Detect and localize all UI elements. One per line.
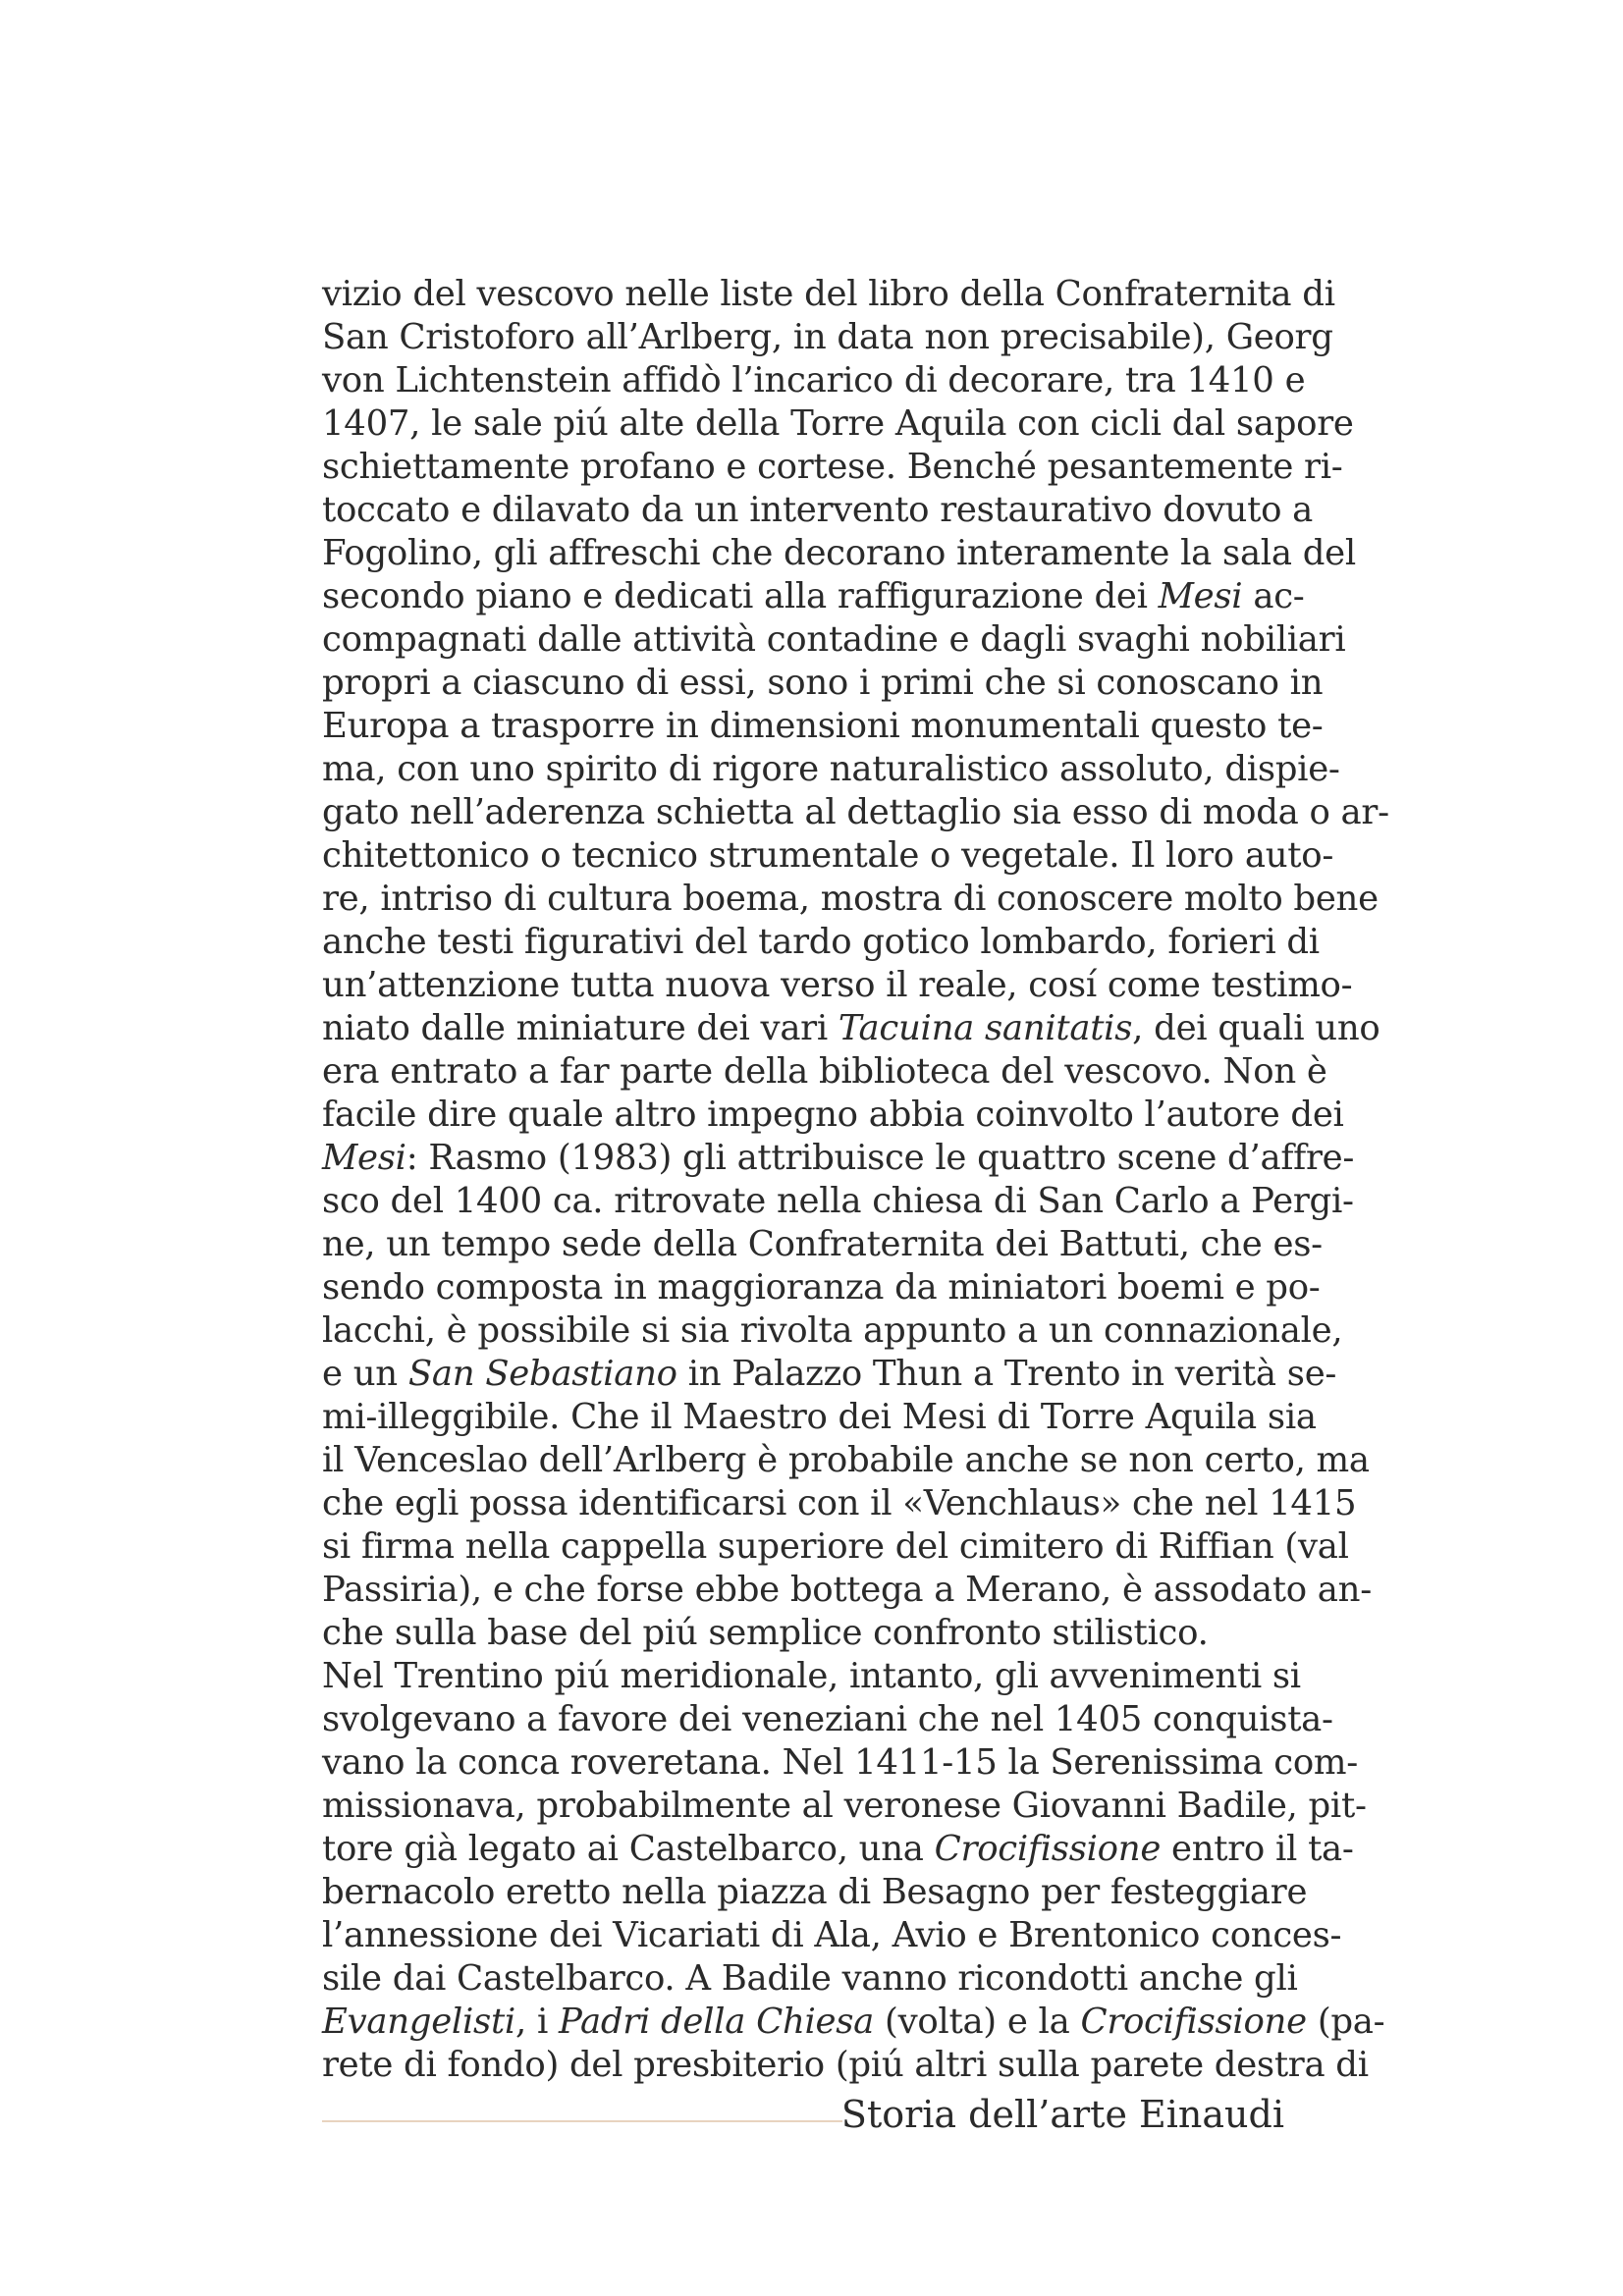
text-line: propri a ciascuno di essi, sono i primi che si conoscano in (322, 663, 1324, 703)
text-line: era entrato a far parte della biblioteca del vescovo. Non è (322, 1051, 1327, 1092)
text-line: un’attenzione tutta nuova verso il reale, cosí come testimo- (322, 965, 1353, 1005)
text-line: e un San Sebastiano in Palazzo Thun a Trento in verità se- (322, 1354, 1337, 1394)
text-line: vizio del vescovo nelle liste del libro della Confraternita di (322, 274, 1335, 314)
italic-title: Evangelisti (322, 2002, 515, 2042)
text-line: facile dire quale altro impegno abbia coinvolto l’autore dei (322, 1095, 1344, 1135)
text-line: anche testi figurativi del tardo gotico lombardo, forieri di (322, 922, 1320, 962)
text-line: niato dalle miniature dei vari Tacuina sanitatis, dei quali uno (322, 1008, 1380, 1048)
text-line: svolgevano a favore dei veneziani che nel 1405 conquista- (322, 1699, 1333, 1739)
text-line: toccato e dilavato da un intervento restaurativo dovuto a (322, 490, 1313, 530)
text-line: von Lichtenstein affidò l’incarico di decorare, tra 1410 e (322, 360, 1306, 400)
text-line: l’annessione dei Vicariati di Ala, Avio e Brentonico conces- (322, 1915, 1342, 1955)
text-line: mi-illeggibile. Che il Maestro dei Mesi di Torre Aquila sia (322, 1397, 1317, 1437)
footer-title: Storia dell’arte Einaudi (840, 2093, 1284, 2136)
text-line: ne, un tempo sede della Confraternita dei Battuti, che es- (322, 1224, 1323, 1264)
text-line: il Venceslao dell’Arlberg è probabile anche se non certo, ma (322, 1440, 1370, 1480)
text-line: compagnati dalle attività contadine e dagli svaghi nobiliari (322, 619, 1346, 660)
text-line: 1407, le sale piú alte della Torre Aquila con cicli dal sapore (322, 403, 1354, 444)
italic-title: Padri della Chiesa (559, 2002, 875, 2042)
italic-title: Mesi (322, 1138, 406, 1178)
text-line: chitettonico o tecnico strumentale o vegetale. Il loro auto- (322, 835, 1334, 876)
text-line: bernacolo eretto nella piazza di Besagno per festeggiare (322, 1872, 1308, 1912)
text-line: sile dai Castelbarco. A Badile vanno ricondotti anche gli (322, 1958, 1298, 1999)
italic-title: San Sebastiano (407, 1354, 677, 1394)
italic-title: Crocifissione (934, 1829, 1162, 1869)
text-line: lacchi, è possibile si sia rivolta appunto a un connazionale, (322, 1310, 1343, 1351)
text-line: schiettamente profano e cortese. Benché pesantemente ri- (322, 447, 1343, 487)
page-footer (322, 2089, 1284, 2148)
italic-title: Crocifissione (1080, 2002, 1307, 2042)
text-line: sco del 1400 ca. ritrovate nella chiesa di San Carlo a Pergi- (322, 1181, 1354, 1221)
body-text (322, 273, 1389, 2087)
text-line: sendo composta in maggioranza da miniatori boemi e po- (322, 1267, 1321, 1308)
text-line: Nel Trentino piú meridionale, intanto, gli avvenimenti si (322, 1656, 1301, 1696)
text-line: si firma nella cappella superiore del cimitero di Riffian (val (322, 1526, 1349, 1567)
text-line: gato nell’aderenza schietta al dettaglio sia esso di moda o ar- (322, 792, 1389, 832)
text-line: vano la conca roveretana. Nel 1411-15 la Serenissima com- (322, 1742, 1358, 1783)
text-line: tore già legato ai Castelbarco, una Crocifissione entro il ta- (322, 1829, 1354, 1869)
text-line: Europa a trasporre in dimensioni monumentali questo te- (322, 706, 1324, 746)
text-line: Evangelisti, i Padri della Chiesa (volta) e la Crocifissione (pa- (322, 2002, 1385, 2042)
text-line: San Cristoforo all’Arlberg, in data non precisabile), Georg (322, 317, 1333, 357)
text-line: ma, con uno spirito di rigore naturalistico assoluto, dispie- (322, 749, 1340, 789)
text-line: missionava, probabilmente al veronese Giovanni Badile, pit- (322, 1786, 1367, 1826)
italic-title: Tacuina sanitatis (838, 1008, 1133, 1048)
text-line: rete di fondo) del presbiterio (piú altri sulla parete destra di (322, 2045, 1369, 2085)
text-line: Mesi: Rasmo (1983) gli attribuisce le quattro scene d’affre- (322, 1138, 1355, 1178)
text-line: secondo piano e dedicati alla raffigurazione dei Mesi ac- (322, 576, 1305, 616)
text-line: Passiria), e che forse ebbe bottega a Merano, è assodato an- (322, 1570, 1372, 1610)
footer-rule (322, 2120, 842, 2122)
text-line: che egli possa identificarsi con il «Venchlaus» che nel 1415 (322, 1483, 1357, 1523)
text-line: re, intriso di cultura boema, mostra di conoscere molto bene (322, 879, 1379, 919)
text-line: che sulla base del piú semplice confronto stilistico. (322, 1613, 1209, 1653)
italic-title: Mesi (1158, 576, 1243, 616)
text-line: Fogolino, gli affreschi che decorano interamente la sala del (322, 533, 1356, 573)
